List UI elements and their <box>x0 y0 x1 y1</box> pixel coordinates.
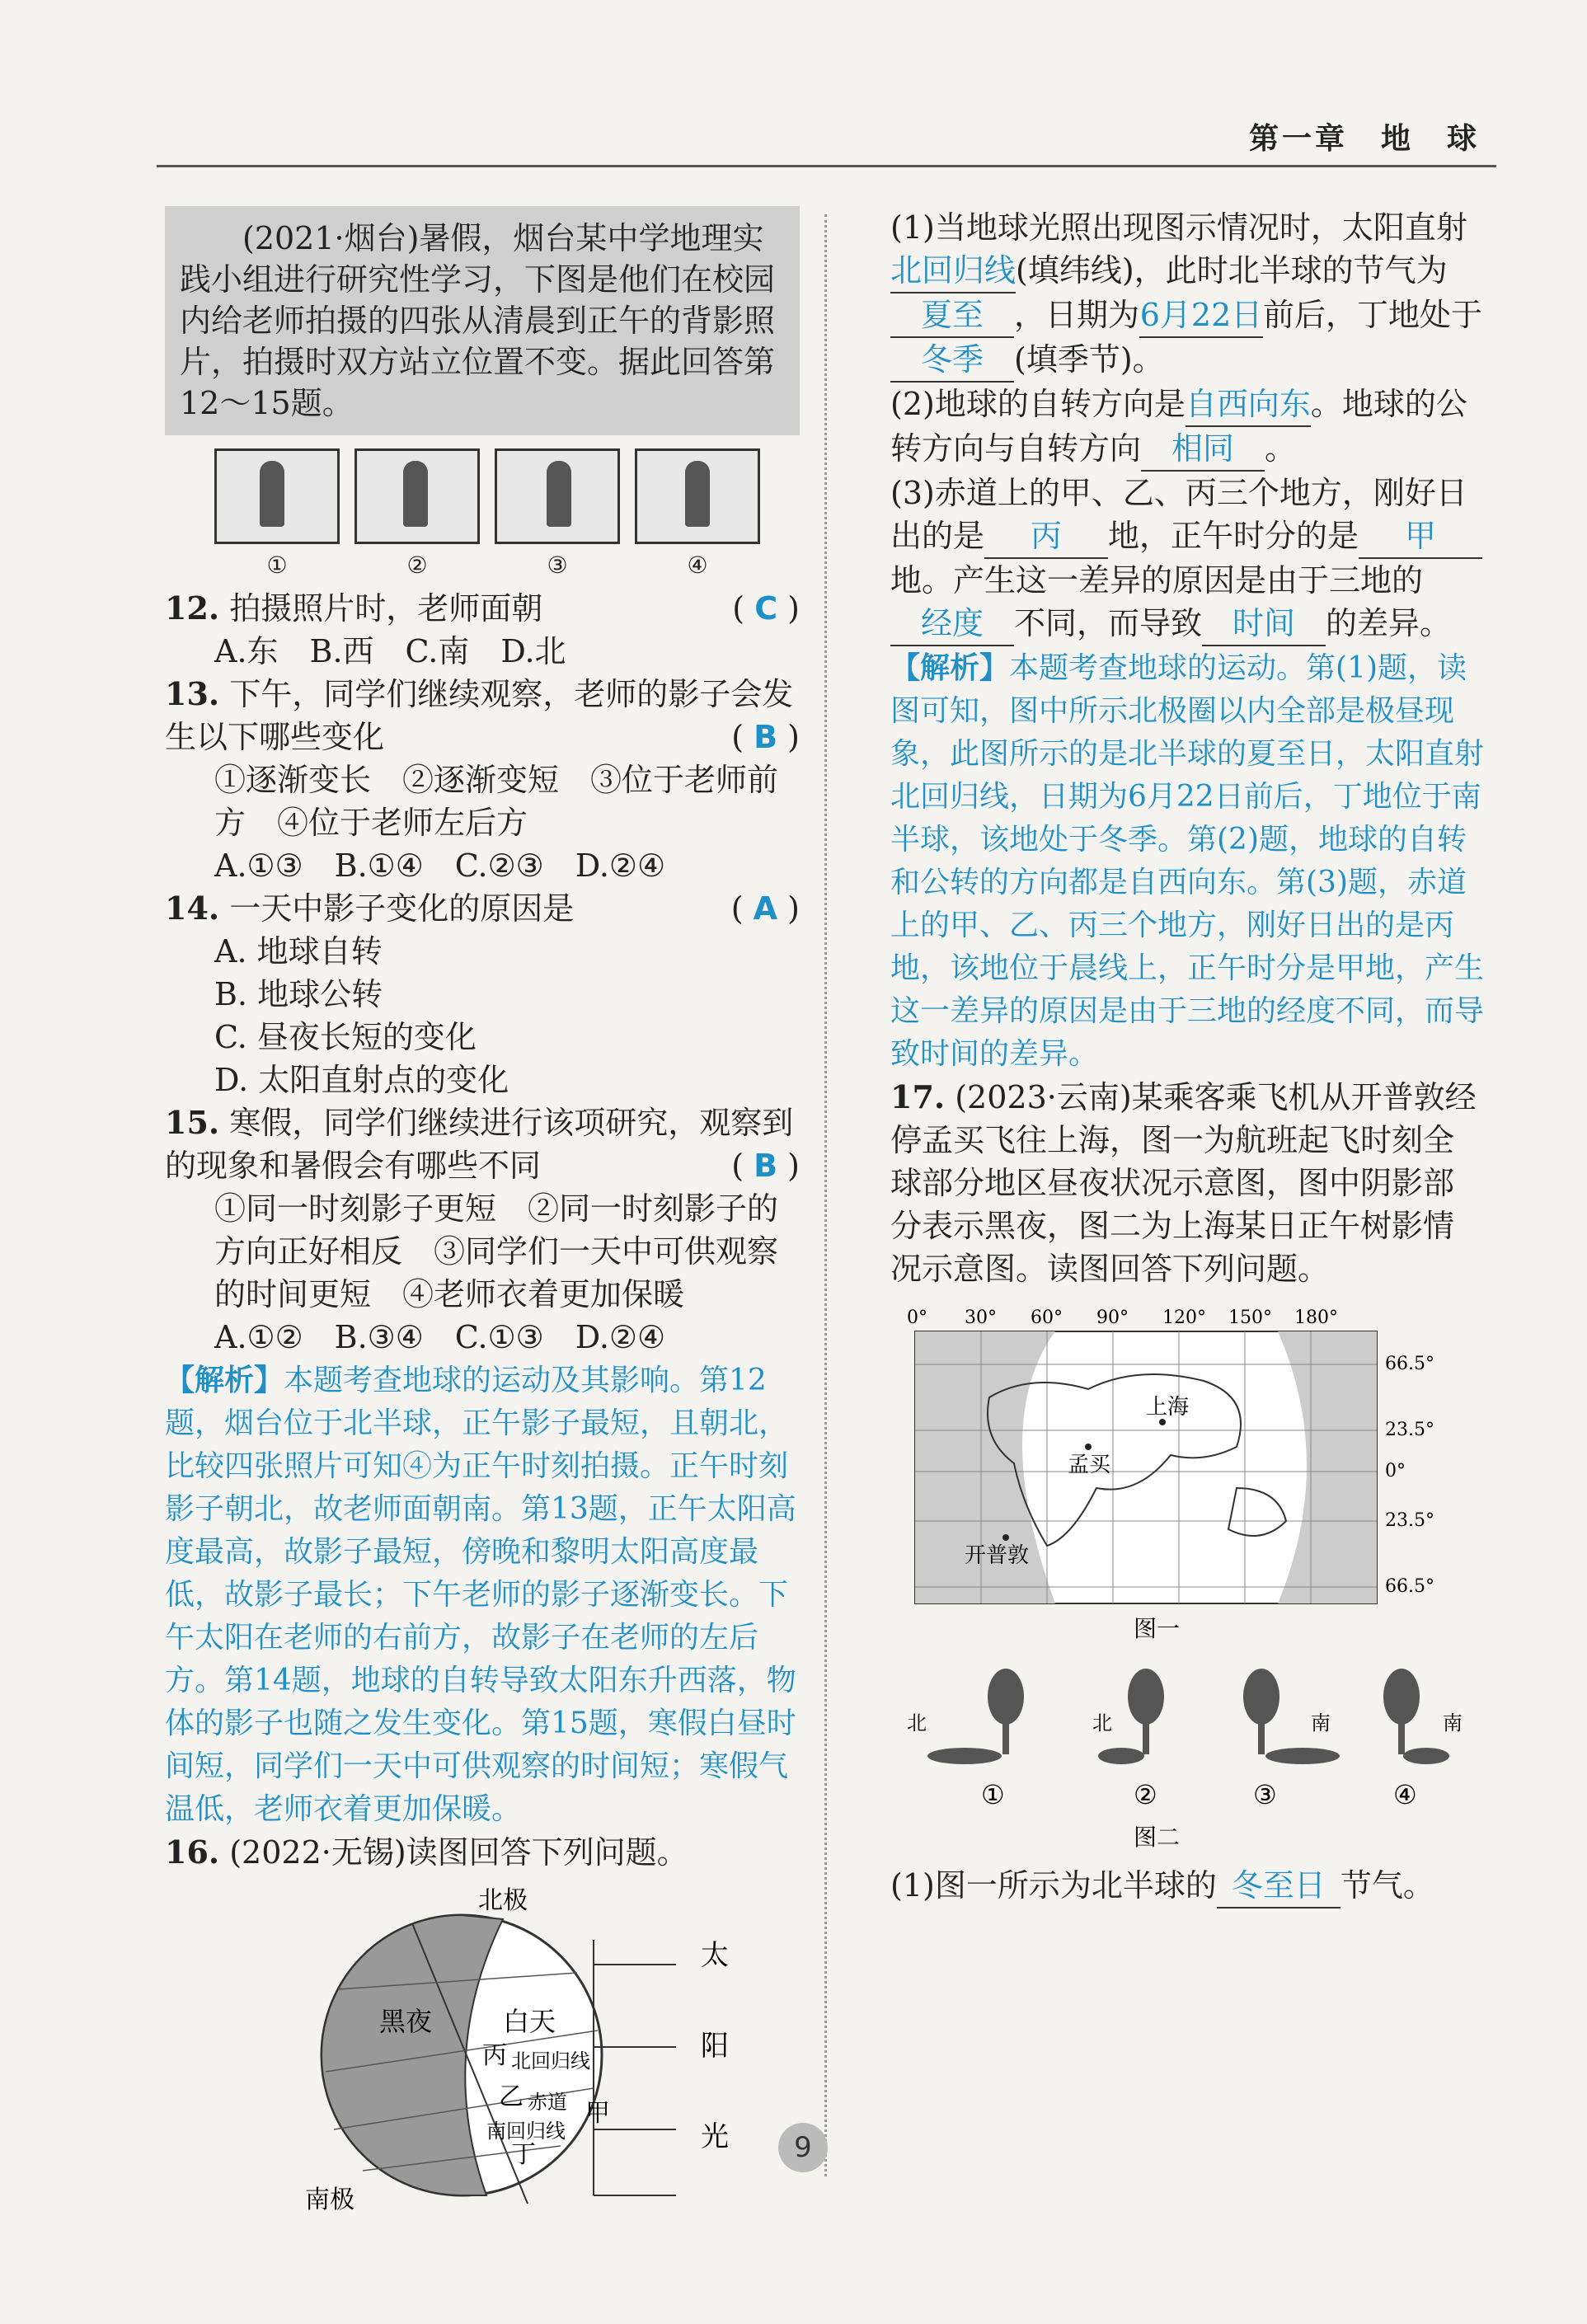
answer-blank: 经度 <box>890 602 1014 646</box>
photo-1 <box>214 448 340 544</box>
jia-label: 甲 <box>585 2099 610 2128</box>
sub-items: ①同一时刻影子更短 ②同一时刻影子的方向正好相反 ③同学们一天中可供观察的时间更短 ④老师衣着更加保暖 <box>214 1190 779 1312</box>
question-13 <box>165 673 800 887</box>
photo-label: ① <box>266 552 288 579</box>
answer-paren: ( B ) <box>731 719 800 755</box>
south-label-3: 南 <box>1311 1711 1331 1735</box>
globe-figure <box>165 1882 800 2223</box>
text: (1)图一所示为北半球的 <box>890 1867 1217 1904</box>
answer-blank: 甲 <box>1359 514 1482 559</box>
south-label-4: 南 <box>1443 1711 1463 1735</box>
text: 前后，丁地处于 <box>1263 297 1483 333</box>
text: 。 <box>1265 430 1297 467</box>
question-16-2 <box>890 383 1484 472</box>
lon-180: 180° <box>1294 1308 1338 1328</box>
answer-12: C <box>754 590 778 627</box>
text: (填纬线)，此时北半球的节气为 <box>1016 252 1448 289</box>
north-pole-label: 北极 <box>478 1886 528 1915</box>
explanation-text: 本题考查地球的运动。第(1)题，读图可知，图中所示北极圈以内全部是极昼现象，此图所示的是北半球的夏至日，太阳直射北回归线，日期为6月22日前后，丁地位于南半球，该地处于冬季。第(2)题，地球的自转和公转的方向都是自西向东。第(3)题，赤道上的甲、乙、丙三个地方，刚好日出的是丙地，该地位于晨线上，正午时分是甲地，产生这一差异的原因是由于三地的经度不同，而导致时间的差异。 <box>890 651 1485 1071</box>
answer-15: B <box>754 1148 778 1184</box>
option-b: B. 地球公转 <box>214 976 383 1012</box>
intro-box: (2021·烟台)暑假，烟台某中学地理实践小组进行研究性学习，下图是他们在校园内给老师拍摄的四张从清晨到正午的背影照片，拍摄时双方站立位置不变。据此回答第12～15题。 <box>165 206 800 435</box>
world-map-figure <box>890 1298 1484 1655</box>
photo-4 <box>635 448 760 544</box>
question-number: 13. <box>165 675 220 712</box>
chapter-header: 第一章 地 球 <box>1248 121 1480 156</box>
options: A.①② B.③④ C.①③ D.②④ <box>214 1319 666 1355</box>
ding-label: 丁 <box>511 2140 536 2169</box>
lon-150: 150° <box>1228 1308 1272 1328</box>
tree-label-4: ④ <box>1393 1779 1417 1810</box>
text: (1)当地球光照出现图示情况时，太阳直射 <box>890 209 1467 246</box>
answer-blank: 冬季 <box>890 338 1014 383</box>
question-number: 14. <box>165 890 220 927</box>
text: 的差异。 <box>1326 605 1452 641</box>
text: (3)赤道上的甲、乙、丙三个地方，刚好日出的是 <box>890 475 1467 554</box>
answer-paren: ( A ) <box>730 890 800 927</box>
tropic-s-label: 南回归线 <box>486 2120 566 2143</box>
question-number: 16. <box>165 1833 220 1871</box>
answer-13: B <box>754 719 778 755</box>
question-15 <box>165 1101 800 1359</box>
sun-label-3: 光 <box>701 2120 729 2153</box>
answer-paren: ( B ) <box>731 1148 800 1184</box>
column-divider <box>824 214 827 2176</box>
question-16-3 <box>890 472 1484 646</box>
answer-blank: 6月22日 <box>1139 293 1263 338</box>
answer-blank: 相同 <box>1141 427 1265 472</box>
explanation-2 <box>890 646 1484 1076</box>
photo-strip <box>214 448 800 544</box>
tree-label-1: ① <box>981 1779 1005 1810</box>
lon-120: 120° <box>1162 1308 1206 1328</box>
text: 地。产生这一差异的原因是由于三地的 <box>890 562 1424 599</box>
sub-items: ①逐渐变长 ②逐渐变短 ③位于老师前方 ④位于老师左后方 <box>214 762 779 841</box>
photo-label: ③ <box>547 552 568 579</box>
day-label: 白天 <box>503 2006 556 2037</box>
explanation-text: 本题考查地球的运动及其影响。第12题，烟台位于北半球，正午影子最短，且朝北，比较四张照片可知④为正午时刻拍摄。正午时刻影子朝北，故老师面朝南。第13题，正午太阳高度最高，故影子最短，傍晚和黎明太阳高度最低，故影子最长；下午老师的影子逐渐变长。下午太阳在老师的右前方，故影子在老师的左后方。第14题，地球的自转导致太阳东升西落，物体的影子也随之发生变化。第15题，寒假白昼时间短，同学们一天中可供观察的时间短；寒假气温低，老师衣着更加保暖。 <box>165 1364 796 1826</box>
text: (填季节)。 <box>1014 341 1164 378</box>
question-number: 17. <box>890 1078 946 1115</box>
figure-1-caption: 图一 <box>1134 1615 1181 1642</box>
left-column <box>165 206 800 2223</box>
tree-shadow-diagram <box>890 1664 1484 1853</box>
answer-blank: 丙 <box>984 514 1108 559</box>
answer-blank: 自西向东 <box>1186 383 1311 427</box>
question-14 <box>165 887 800 1101</box>
sun-label-1: 太 <box>701 1939 729 1972</box>
answer-paren: ( C ) <box>732 590 800 627</box>
answer-blank: 夏至 <box>890 293 1014 338</box>
sun-label-2: 阳 <box>701 2030 729 2063</box>
text: 地，正午时分的是 <box>1108 518 1359 554</box>
north-label-1: 北 <box>907 1711 927 1735</box>
options: A.①③ B.①④ C.②③ D.②④ <box>214 847 666 884</box>
header-rule <box>157 165 1496 167</box>
world-map <box>890 1298 1484 1645</box>
lat-23n: 23.5° <box>1385 1420 1434 1440</box>
answer-blank: 北回归线 <box>890 249 1016 293</box>
yi-label: 乙 <box>499 2082 524 2111</box>
globe-diagram <box>165 1882 800 2212</box>
answer-14: A <box>753 890 778 927</box>
question-text: (2022·无锡)读图回答下列问题。 <box>229 1834 688 1871</box>
question-17 <box>890 1076 1484 1290</box>
lon-90: 90° <box>1096 1308 1129 1328</box>
tree-shadow-figure <box>890 1664 1484 1864</box>
mumbai-label: 孟买 <box>1068 1453 1111 1477</box>
option-c: C. 昼夜长短的变化 <box>214 1019 477 1055</box>
text: ，日期为 <box>1014 297 1140 333</box>
south-pole-label: 南极 <box>305 2185 354 2212</box>
question-text: 拍摄照片时，老师面朝 <box>229 590 543 627</box>
text: 。地球的公转方向与自转方向 <box>890 386 1467 467</box>
page-number: 9 <box>778 2123 828 2172</box>
explanation-tag: 【解析】 <box>890 650 1010 685</box>
lat-66s: 66.5° <box>1385 1576 1434 1597</box>
question-text: 一天中影子变化的原因是 <box>229 890 575 927</box>
option-d: D. 太阳直射点的变化 <box>214 1062 509 1098</box>
answer-blank: 冬至日 <box>1217 1864 1340 1908</box>
photo-label: ② <box>406 552 428 579</box>
explanation-1 <box>165 1359 800 1831</box>
tree-label-3: ③ <box>1253 1779 1277 1810</box>
question-17-1 <box>890 1864 1484 1908</box>
lat-23s: 23.5° <box>1385 1510 1434 1531</box>
lat-66n: 66.5° <box>1385 1354 1434 1374</box>
option-a: A. 地球自转 <box>214 933 383 970</box>
photo-labels <box>214 544 800 587</box>
equator-label: 赤道 <box>528 2091 567 2114</box>
question-number: 15. <box>165 1104 220 1141</box>
north-label-2: 北 <box>1092 1711 1112 1735</box>
capetown-label: 开普敦 <box>965 1543 1030 1568</box>
question-12 <box>165 587 800 673</box>
right-column <box>890 206 1484 1908</box>
text: 节气。 <box>1340 1867 1434 1904</box>
figure-2-caption: 图二 <box>1134 1824 1181 1851</box>
night-label: 黑夜 <box>379 2006 433 2037</box>
question-16-1 <box>890 206 1484 383</box>
question-text: 下午，同学们继续观察，老师的影子会发生以下哪些变化 <box>165 676 794 755</box>
lon-30: 30° <box>965 1308 997 1328</box>
question-text: (2023·云南)某乘客乘飞机从开普敦经停孟买飞往上海，图一为航班起飞时刻全球部分地区昼夜状况示意图，图中阴影部分表示黑夜，图二为上海某日正午树影情况示意图。读图回答下列问题。 <box>890 1079 1477 1287</box>
lat-0: 0° <box>1385 1461 1406 1481</box>
answer-blank: 时间 <box>1202 602 1326 646</box>
lon-0: 0° <box>907 1308 927 1328</box>
explanation-tag: 【解析】 <box>165 1363 284 1397</box>
question-text: 寒假，同学们继续进行该项研究，观察到的现象和暑假会有哪些不同 <box>165 1105 794 1184</box>
lon-60: 60° <box>1031 1308 1063 1328</box>
photo-3 <box>495 448 620 544</box>
options: A.东 B.西 C.南 D.北 <box>214 633 566 669</box>
tropic-n-label: 北回归线 <box>511 2049 590 2073</box>
question-16 <box>165 1831 800 1874</box>
bing-label: 丙 <box>482 2041 507 2070</box>
shanghai-label: 上海 <box>1146 1395 1190 1420</box>
photo-label: ④ <box>687 552 708 579</box>
photo-2 <box>354 448 480 544</box>
text: 不同，而导致 <box>1014 605 1203 641</box>
question-number: 12. <box>165 589 220 627</box>
tree-label-2: ② <box>1134 1779 1157 1810</box>
text: (2)地球的自转方向是 <box>890 386 1186 422</box>
